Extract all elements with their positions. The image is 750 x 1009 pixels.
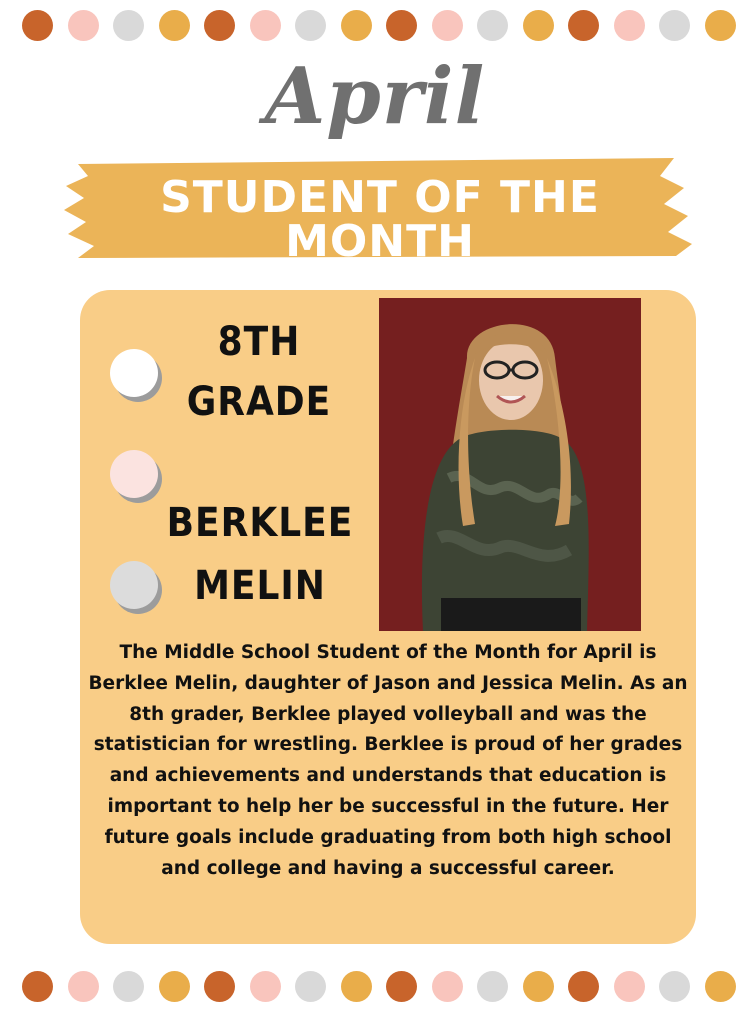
border-dot: [523, 10, 554, 41]
border-dot: [204, 971, 235, 1002]
border-dot: [705, 971, 736, 1002]
border-dot: [250, 971, 281, 1002]
border-dot: [22, 10, 53, 41]
banner-title: STUDENT OF THE MONTH: [160, 172, 600, 267]
white-bullet-circle: [110, 349, 158, 397]
border-dot: [250, 10, 281, 41]
border-dot: [68, 10, 99, 41]
student-last-name: MELIN: [194, 563, 326, 609]
student-bio: The Middle School Student of the Month for April is Berklee Melin, daughter of Jason and Jessica Melin. As an 8th grader, Berklee played volleyball and was the statistician for wrestling. Berklee is proud of her grades and achievements and understands that education is important to help her be successful in the future. Her future goals include graduating from both high school and college and having a successful career.: [88, 642, 688, 879]
border-dot: [659, 10, 690, 41]
pink-bullet-circle: [110, 450, 158, 498]
grade-line-2: GRADE: [186, 379, 332, 425]
student-first-name: BERKLEE: [166, 500, 354, 546]
border-dot: [477, 10, 508, 41]
border-dot: [295, 971, 326, 1002]
border-dot: [341, 10, 372, 41]
border-dot: [341, 971, 372, 1002]
border-dot: [568, 10, 599, 41]
border-dot: [113, 971, 144, 1002]
student-portrait-icon: [379, 298, 641, 631]
border-dot: [159, 971, 190, 1002]
border-dot: [295, 10, 326, 41]
border-dot: [568, 971, 599, 1002]
student-photo: [379, 298, 641, 631]
border-dot: [477, 971, 508, 1002]
border-dot: [204, 10, 235, 41]
border-dot: [22, 971, 53, 1002]
gray-bullet-circle: [110, 561, 158, 609]
bottom-dot-border: [0, 969, 750, 1009]
grade-line-1: 8TH: [217, 319, 301, 365]
border-dot: [432, 10, 463, 41]
month-title: April: [264, 51, 486, 142]
top-dot-border: [0, 8, 750, 48]
border-dot: [614, 10, 645, 41]
border-dot: [659, 971, 690, 1002]
border-dot: [432, 971, 463, 1002]
border-dot: [386, 971, 417, 1002]
border-dot: [386, 10, 417, 41]
border-dot: [705, 10, 736, 41]
border-dot: [113, 10, 144, 41]
border-dot: [159, 10, 190, 41]
border-dot: [614, 971, 645, 1002]
border-dot: [68, 971, 99, 1002]
border-dot: [523, 971, 554, 1002]
